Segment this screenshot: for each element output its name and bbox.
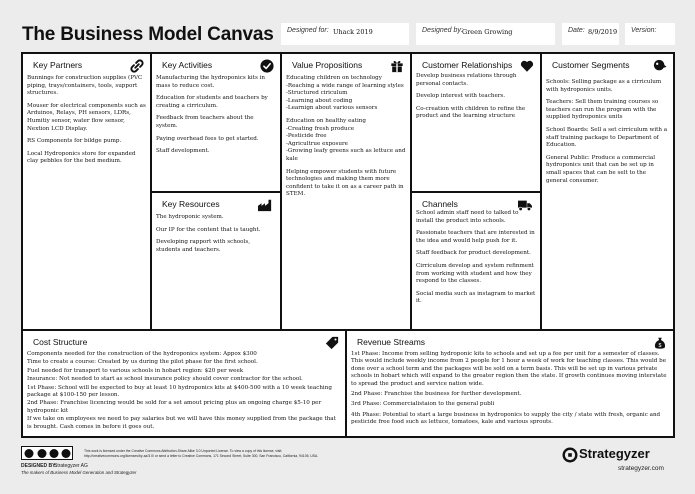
channels-block xyxy=(412,193,540,329)
key-partners-item: RS Components for bildge pump. xyxy=(27,138,122,145)
designed-by-field[interactable] xyxy=(416,23,555,45)
revenue-streams-block xyxy=(347,331,673,436)
customer-relationships-item: Develop interest with teachers. xyxy=(416,93,506,100)
customer-segments-item: General Public: Produce a commercial hydroponics unit that can be set up in small spaces that can be selt to the general consumer. xyxy=(546,154,656,184)
date-field[interactable] xyxy=(562,23,619,45)
cost-structure-block xyxy=(23,331,345,436)
key-activities-item: Feedback from teachers about the system. xyxy=(156,115,254,129)
key-partners-item: Mouser for electrical components such as Arduinos, Relays, PH sensors, LDRs, Humitiy sensor, water flow sensor, Nextion LCD Display. xyxy=(27,102,146,132)
value-propositions-content xyxy=(286,75,406,204)
revenue-streams-item: 4th Phase: Potential to start a large business in hydroponics to supply the city / state with fresh, organic and pesticide free food such as lettuce, tomatoes, kale and various sprouts. xyxy=(351,411,661,426)
customer-relationships-block xyxy=(412,54,540,191)
customer-segments-item: Teachers: Sell them training courses so teachers can run the program with the supplied hydroponics units xyxy=(546,99,659,121)
channels-item: Cirriculum develop and system refinment from working with student and how they respond to the classes. xyxy=(416,262,534,285)
value-propositions-block xyxy=(282,54,410,329)
value-propositions-item: Educating children on technology -Reaching a wide range of learning styles -Structured ciriculum -Learning about coding -Learnign about various sensors xyxy=(286,75,404,112)
cost-structure-item: Insurance: Not needed to start as school insurance policy should cover contractor for the school. xyxy=(27,376,303,383)
strategyzer-brand: Strategyzer xyxy=(579,446,650,461)
key-partners-item: Bunnings for construction supplies (PVC piping, trays/containers, tools, support structures. xyxy=(27,75,143,97)
cost-structure-item: If we take on employees we need to pay salaries but we will have this money supplied from the package that is brought. Cash comes in before it goes out. xyxy=(27,416,336,430)
factory-icon xyxy=(256,198,274,212)
customer-relationships-content xyxy=(416,73,536,126)
cost-structure-item: 2nd Phase: Franchise licencing would be sold for a set amout pricing plus an ongoing charge $5-10 per hydroponic kit xyxy=(27,400,322,414)
cost-structure-title: Cost Structure xyxy=(33,337,88,347)
revenue-streams-content xyxy=(351,351,669,430)
key-resources-title: Key Resources xyxy=(162,199,220,209)
footer-tagline: The makers of Business Model Generation and Strategyzer xyxy=(21,470,137,475)
customer-segments-item: Schools: Selling package as a cirriculum with hydroponics units. xyxy=(546,79,662,93)
key-resources-item: The hydroponic system. xyxy=(156,214,224,220)
creative-commons-icon xyxy=(23,448,73,459)
creative-commons-badge xyxy=(21,446,73,460)
revenue-streams-item: 1st Phase: Income from selling hydroponic kits to schools and set up a fee per unit for a semester of classes. This would include weekly income from 2 people for 1 hour a week of work for teaching classes. This would be done over a school term and the packages will be sold on a term basis. This will be set up in various private schools in hobart which will expand to the greater region then the state. If growth continues moving interstate to spread the product and service nation wide. xyxy=(351,351,667,387)
license-line-1: This work is licensed under the Creative Commons Attribution-Share Alike 3.0 Unported License. To view a copy of this license, visit: xyxy=(84,449,283,453)
revenue-streams-title: Revenue Streams xyxy=(357,337,426,347)
page-title: The Business Model Canvas xyxy=(22,24,274,45)
person-icon xyxy=(653,59,667,73)
customer-relationships-title: Customer Relationships xyxy=(422,60,513,70)
customer-segments-item: School Boards: Sell a set cirriculum with a staff training package to Department of Education. xyxy=(546,126,668,149)
key-activities-block xyxy=(152,54,280,191)
gift-icon xyxy=(390,59,404,73)
key-partners-content xyxy=(27,75,146,171)
channels-content xyxy=(416,210,536,311)
customer-relationships-item: Develop business relations through personal contacts. xyxy=(416,73,517,87)
channels-title: Channels xyxy=(422,199,458,209)
key-resources-block xyxy=(152,193,280,329)
value-propositions-title: Value Propositions xyxy=(292,60,363,70)
key-partners-title: Key Partners xyxy=(33,60,83,70)
channels-item: Staff feedback for product development. xyxy=(416,250,531,257)
designed-by-footer-value: Strategyzer AG xyxy=(54,463,88,469)
version-field[interactable] xyxy=(625,23,675,45)
checkmark-icon xyxy=(260,59,274,73)
revenue-streams-item: 2nd Phase: Franchise the business for further development. xyxy=(351,391,522,398)
heart-icon xyxy=(520,59,534,73)
link-icon xyxy=(130,59,144,73)
key-resources-item: Developing rapport with schools, students and teachers. xyxy=(156,239,250,253)
key-partners-block xyxy=(23,54,150,329)
license-line-2: http://creativecommons.org/licenses/by-sa/3.0/ or send a letter to Creative Commons, 171 Second Street, Suite 300, San Francisco, California, 94105, USA. xyxy=(84,454,319,458)
designed-by-value: Green Growing xyxy=(462,28,513,36)
cost-structure-item: Components needed for the construction of the hydroponics system: Appox $300 xyxy=(27,351,257,357)
key-activities-item: Staff development. xyxy=(156,148,210,155)
strategyzer-url[interactable]: strategyzer.com xyxy=(618,465,664,472)
designed-by-label: Designed by: xyxy=(422,27,463,34)
key-activities-title: Key Activities xyxy=(162,60,213,70)
value-propositions-item: Education on healthy eating -Creating fresh produce -Pesticide free -Agricultrue exposure -Growing leafy greens such as lettuce and kale xyxy=(286,117,406,162)
designed-for-value: Uhack 2019 xyxy=(333,28,373,36)
date-label: Date: xyxy=(568,27,585,34)
revenue-streams-item: 3rd Phase: Commercialistaion to the general publi xyxy=(351,401,495,408)
key-activities-content xyxy=(156,75,276,161)
channels-item: Passionate teachers that are interested in the idea and would help push for it. xyxy=(416,230,535,244)
cost-structure-content xyxy=(27,351,341,432)
cost-structure-item: Time to create a course: Created by us during the pilot phase for the first school. xyxy=(27,359,258,366)
svg-text:$: $ xyxy=(658,342,662,349)
key-activities-item: Education for students and teachers by creating a cirriculum. xyxy=(156,95,268,109)
designed-for-field[interactable] xyxy=(281,23,409,45)
value-propositions-item: Helping empower students with future technologies and making them more confident to take it on as a career path in STEM. xyxy=(286,168,404,198)
channels-item: Social media such as instagram to market it. xyxy=(416,290,536,305)
channels-item: School admin staff need to talked to install the product into schools. xyxy=(416,210,519,224)
key-activities-item: Paying overhead fees to get started. xyxy=(156,135,259,142)
customer-segments-content xyxy=(546,79,669,190)
customer-segments-title: Customer Segments xyxy=(552,60,630,70)
money-bag-icon xyxy=(653,336,667,350)
designed-by-footer-label: DESIGNED BY: xyxy=(21,463,57,469)
key-resources-item: Our IP for the content that is taught. xyxy=(156,226,261,233)
key-activities-item: Manufacturing the hydroponics kits in mass to reduce cost. xyxy=(156,75,265,89)
key-resources-content xyxy=(156,214,276,259)
strategyzer-logo-icon xyxy=(562,447,578,463)
key-partners-item: Local Hydroponics store for expanded clay pebbles for the bed medium. xyxy=(27,150,136,165)
cost-structure-item: Fuel needed for transport to various schools in hobart region: $20 per week xyxy=(27,367,244,374)
version-label: Version: xyxy=(631,27,657,34)
customer-segments-block xyxy=(542,54,673,329)
customer-relationships-item: Co-creation with children to refine the product and the learning structure xyxy=(416,105,526,120)
price-tag-icon xyxy=(325,336,339,350)
cost-structure-item: 1st Phase: School will be expected to buy at least 10 hydroponics kits at $400-500 with a 10 week teaching package at $100-150 per lesson. xyxy=(27,384,332,399)
designed-for-label: Designed for: xyxy=(287,27,329,34)
date-value: 8/9/2019 xyxy=(588,28,618,36)
